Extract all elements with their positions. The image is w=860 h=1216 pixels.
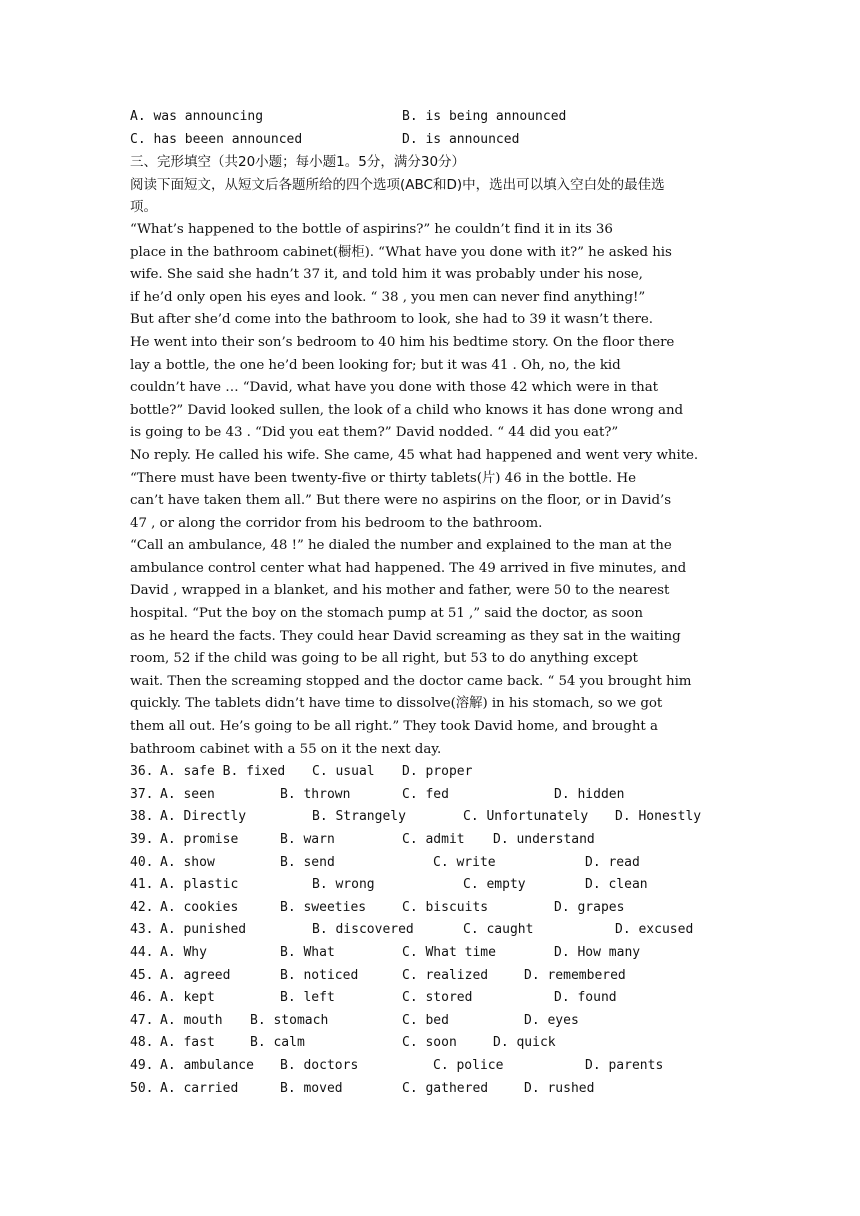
question-row-44 bbox=[130, 942, 732, 965]
choice-c: C. fed bbox=[402, 786, 449, 802]
question-row-38 bbox=[130, 806, 732, 829]
question-number: 47. bbox=[130, 1012, 154, 1028]
choice-a: A. mouth bbox=[160, 1012, 223, 1028]
choice-a: A. show bbox=[160, 854, 215, 870]
passage-line: couldn’t have … “David, what have you done with those 42 which were in that bbox=[130, 380, 658, 396]
choice-c: C. Unfortunately bbox=[463, 809, 589, 825]
passage-line: wife. She said she hadn’t 37 it, and told him it was probably under his nose, bbox=[130, 267, 643, 283]
choice-c: C. stored bbox=[402, 990, 473, 1006]
passage-line: bathroom cabinet with a 55 on it the next day. bbox=[130, 741, 442, 757]
passage-line: “Call an ambulance, 48 !” he dialed the number and explained to the man at the bbox=[130, 538, 672, 554]
passage-line: as he heard the facts. They could hear David screaming as they sat in the waiting bbox=[130, 628, 681, 644]
question-number: 50. bbox=[130, 1080, 154, 1096]
choice-b: B. warn bbox=[280, 832, 335, 847]
passage-line: if he’d only open his eyes and look. “ 38 , you men can never find anything!” bbox=[130, 289, 646, 305]
choice-c: C. realized bbox=[402, 967, 489, 983]
cloze-passage bbox=[130, 219, 732, 761]
choice-a: A. plastic bbox=[160, 877, 239, 893]
choice-a: A. ambulance bbox=[160, 1057, 254, 1073]
question-number: 48. bbox=[130, 1035, 154, 1051]
passage-line: wait. Then the screaming stopped and the doctor came back. “ 54 you brought him bbox=[130, 673, 692, 689]
passage-line: them all out. He’s going to be all right.” They took David home, and brought a bbox=[130, 719, 658, 735]
choice-c: C. bed bbox=[402, 1012, 449, 1028]
choice-d: D. excused bbox=[615, 922, 694, 938]
question-number: 42. bbox=[130, 899, 154, 915]
choice-a: A. promise bbox=[160, 832, 239, 847]
passage-line: bottle?” David looked sullen, the look of a child who knows it has done wrong and bbox=[130, 402, 684, 418]
question-row-39 bbox=[130, 829, 732, 852]
choice-b: B. discovered bbox=[312, 922, 414, 938]
question-row-49 bbox=[130, 1055, 732, 1078]
choice-c: C. police bbox=[433, 1057, 504, 1073]
choice-b: B. Strangely bbox=[312, 809, 406, 825]
choice-b: B. calm bbox=[250, 1035, 305, 1051]
choice-d: D. read bbox=[585, 854, 640, 870]
passage-line: lay a bottle, the one he’d been looking for; but it was 41 . Oh, no, the kid bbox=[130, 357, 621, 373]
prev-question-options-row-1 bbox=[130, 106, 732, 129]
passage-line: ambulance control center what had happened. The 49 arrived in five minutes, and bbox=[130, 560, 687, 576]
question-number: 36. bbox=[130, 764, 154, 780]
question-row-48 bbox=[130, 1032, 732, 1055]
question-number: 40. bbox=[130, 854, 154, 870]
choice-a: A. Directly bbox=[160, 809, 247, 825]
question-row-50 bbox=[130, 1078, 732, 1101]
question-row-37 bbox=[130, 784, 732, 807]
question-row-41 bbox=[130, 874, 732, 897]
passage-line: hospital. “Put the boy on the stomach pump at 51 ,” said the doctor, as soon bbox=[130, 606, 643, 622]
choice-d: D. How many bbox=[554, 944, 641, 960]
choice-b: B. stomach bbox=[250, 1012, 329, 1028]
choice-d: D. understand bbox=[493, 832, 595, 847]
question-number: 46. bbox=[130, 990, 154, 1006]
passage-line: “What’s happened to the bottle of aspirins?” he couldn’t find it in its 36 bbox=[130, 221, 613, 237]
passage-line: But after she’d come into the bathroom to look, she had to 39 it wasn’t there. bbox=[130, 312, 653, 328]
choice-d: D. clean bbox=[585, 877, 648, 893]
choice-d: D. eyes bbox=[524, 1012, 579, 1028]
choice-b: B. thrown bbox=[280, 786, 351, 802]
choice-c: C. usual bbox=[312, 764, 375, 780]
question-row-46 bbox=[130, 987, 732, 1010]
choice-a: A. cookies bbox=[160, 899, 239, 915]
exam-page bbox=[130, 106, 732, 1100]
section-heading: 三、完形填空（共20小题；每小题1。5分，满分30分） bbox=[130, 154, 466, 171]
choice-b: B. left bbox=[280, 990, 335, 1006]
choice-c: C. empty bbox=[463, 877, 526, 893]
choice-d: D. quick bbox=[493, 1035, 556, 1051]
choice-c: C. biscuits bbox=[402, 899, 489, 915]
choice-b: B. wrong bbox=[312, 877, 375, 893]
choice-d: D. rushed bbox=[524, 1080, 595, 1096]
question-number: 44. bbox=[130, 944, 154, 960]
question-number: 37. bbox=[130, 786, 154, 802]
question-row-42 bbox=[130, 897, 732, 920]
passage-line: is going to be 43 . “Did you eat them?” David nodded. “ 44 did you eat?” bbox=[130, 425, 619, 441]
option-b: B. is being announced bbox=[402, 109, 567, 124]
choice-b: B. doctors bbox=[280, 1057, 359, 1073]
choice-d: D. hidden bbox=[554, 786, 625, 802]
choice-b: B. moved bbox=[280, 1080, 343, 1096]
passage-line: No reply. He called his wife. She came, 45 what had happened and went very white. bbox=[130, 447, 699, 463]
choice-a: A. agreed bbox=[160, 967, 231, 983]
choice-c: C. caught bbox=[463, 922, 534, 938]
choice-c: C. gathered bbox=[402, 1080, 489, 1096]
choice-b: B. What bbox=[280, 944, 335, 960]
choice-d: D. grapes bbox=[554, 899, 625, 915]
choice-d: D. remembered bbox=[524, 967, 626, 983]
section-instruction-line-1: 阅读下面短文，从短文后各题所给的四个选项(ABC和D)中，选出可以填入空白处的最佳选 bbox=[130, 176, 665, 193]
choice-d: D. Honestly bbox=[615, 809, 702, 825]
question-number: 45. bbox=[130, 967, 154, 983]
question-row-47 bbox=[130, 1010, 732, 1033]
choice-b: B. sweeties bbox=[280, 899, 367, 915]
option-c: C. has beeen announced bbox=[130, 131, 303, 147]
question-row-45 bbox=[130, 965, 732, 988]
question-number: 38. bbox=[130, 809, 154, 825]
choice-a: A. punished bbox=[160, 922, 247, 938]
passage-line: can’t have taken them all.” But there were no aspirins on the floor, or in David’s bbox=[130, 493, 672, 509]
choice-d: D. parents bbox=[585, 1057, 664, 1073]
choice-c: C. What time bbox=[402, 944, 496, 960]
option-a: A. was announcing bbox=[130, 109, 264, 124]
choice-c: C. soon bbox=[402, 1035, 457, 1051]
question-number: 39. bbox=[130, 832, 154, 847]
passage-line: David , wrapped in a blanket, and his mother and father, were 50 to the nearest bbox=[130, 583, 670, 599]
passage-line: place in the bathroom cabinet(橱柜). “What have you done with it?” he asked his bbox=[130, 244, 672, 260]
question-list bbox=[130, 761, 732, 1100]
choice-c: C. admit bbox=[402, 832, 465, 847]
question-row-40 bbox=[130, 852, 732, 875]
passage-line: He went into their son’s bedroom to 40 him his bedtime story. On the floor there bbox=[130, 334, 675, 350]
passage-line: room, 52 if the child was going to be all right, but 53 to do anything except bbox=[130, 651, 638, 667]
choice-a: A. safe B. fixed bbox=[160, 764, 286, 780]
choice-d: D. proper bbox=[402, 764, 473, 780]
choice-a: A. seen bbox=[160, 786, 215, 802]
choice-a: A. fast bbox=[160, 1035, 215, 1051]
choice-c: C. write bbox=[433, 854, 496, 870]
choice-a: A. kept bbox=[160, 990, 215, 1006]
choice-a: A. Why bbox=[160, 944, 207, 960]
question-number: 43. bbox=[130, 922, 154, 938]
question-row-43 bbox=[130, 919, 732, 942]
choice-d: D. found bbox=[554, 990, 617, 1006]
passage-line: “There must have been twenty-five or thirty tablets(片) 46 in the bottle. He bbox=[130, 470, 636, 486]
section-instruction-line-2: 项。 bbox=[130, 199, 157, 216]
passage-line: quickly. The tablets didn’t have time to dissolve(溶解) in his stomach, so we got bbox=[130, 696, 663, 712]
choice-b: B. noticed bbox=[280, 967, 359, 983]
choice-a: A. carried bbox=[160, 1080, 239, 1096]
passage-line: 47 , or along the corridor from his bedroom to the bathroom. bbox=[130, 515, 543, 531]
question-row-36 bbox=[130, 761, 732, 784]
option-d: D. is announced bbox=[402, 131, 520, 147]
question-number: 41. bbox=[130, 877, 154, 893]
prev-question-options-row-2 bbox=[130, 129, 732, 152]
choice-b: B. send bbox=[280, 854, 335, 870]
question-number: 49. bbox=[130, 1057, 154, 1073]
